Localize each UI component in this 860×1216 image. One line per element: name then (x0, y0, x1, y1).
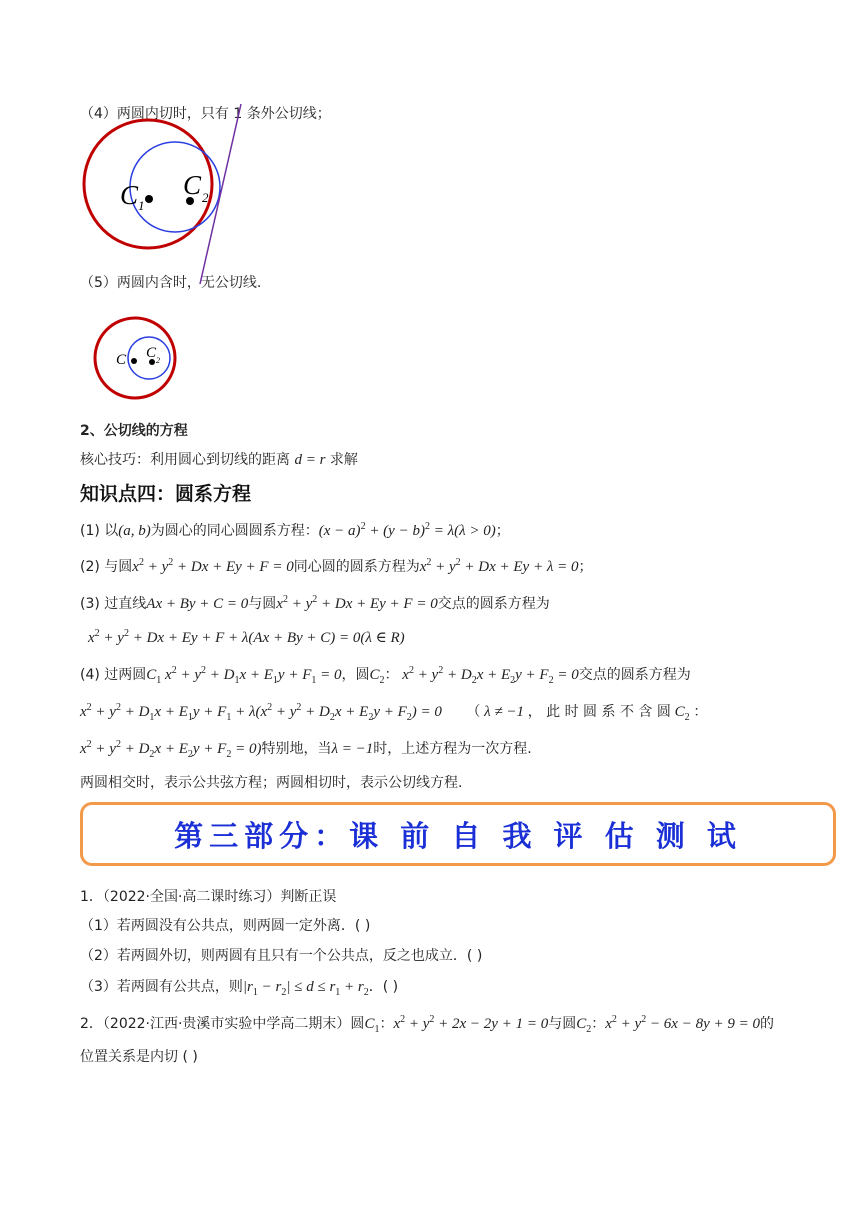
q1-statement-1: （1）若两圆没有公共点，则两圆一定外离．( ) (80, 918, 371, 934)
kp4-item3-equation: $x^2 + y^2 + Dx + Ey + F + \lambda(Ax + By + C) = 0(\lambda$ ∈ R) (88, 628, 405, 646)
q1-stem: 1．（2022·全国·高二课时练习）判断正误 (80, 889, 337, 905)
kp4-item4-line2: $x^2 + y^2 + D_1x + E_1y + F_1 + \lambda(x^2 + y^2 + D_2x + E_2y + F_2) = 0$ （ λ ≠ −1 ， 此 时 圆 系 不 含 圆 $C_2$ ： (80, 702, 708, 723)
figure-internal-tangent (76, 98, 256, 298)
c2-label: C (183, 170, 202, 200)
kp4-summary: 两圆相交时，表示公共弦方程；两圆相切时，表示公切线方程. (80, 775, 463, 791)
q1-statement-2: （2）若两圆外切，则两圆有且只有一个公共点，反之也成立．( ) (80, 948, 483, 964)
kp4-item1: (1) 以(a, b)为圆心的同心圆圆系方程：$(x - a)^2 + (y - b)^2 = \lambda(\lambda > 0)$； (80, 521, 510, 539)
kp4-item4: (4) 过两圆$C_1$ $x^2 + y^2 + D_1x + E_1y + F_1 = 0$，圆$C_2$： $x^2 + y^2 + D_2x + E_2y + F_2 = 0$交点的圆系方程为 (80, 665, 691, 686)
small-circle (130, 142, 220, 232)
c1-subscript: 1 (138, 198, 145, 213)
c1-label: C (120, 180, 139, 210)
banner-title: 第三部分：课 前 自 我 评 估 测 试 (174, 818, 742, 853)
kp4-item4-line3: $x^2 + y^2 + D_2x + E_2y + F_2 = 0$)特别地，当λ = −1时，上述方程为一次方程. (80, 739, 532, 760)
q2-line2: 位置关系是内切 ( ) (80, 1049, 198, 1065)
q1-statement-3: （3）若两圆有公共点，则$|r_1 - r_2| \le d \le r_1 + r_2$．( ) (80, 979, 399, 998)
center-c1-dot (131, 358, 137, 364)
c1-label: C (116, 352, 127, 368)
q2-line1: 2．（2022·江西·贵溪市实验中学高二期末）圆$C_1$：$x^2 + y^2 + 2x - 2y + 1 = 0$与圆$C_2$：$x^2 + y^2 - 6x - 8y + 9 = 0$的 (80, 1014, 774, 1035)
case5-label: （5）两圆内含时，无公切线. (80, 275, 262, 291)
figure-contained-circles (90, 314, 182, 404)
c2-subscript: 2 (202, 190, 209, 205)
outer-circle (95, 318, 175, 398)
c2-label: C (146, 345, 157, 361)
kp4-item3: (3) 过直线Ax + By + C = 0与圆$x^2 + y^2 + Dx + Ey + F = 0$交点的圆系方程为 (80, 594, 550, 612)
center-c1-dot (145, 195, 153, 203)
case4-label: （4）两圆内切时，只有 1 条外公切线； (80, 106, 331, 122)
c2-subscript: 2 (156, 356, 160, 365)
kp4-title: 知识点四：圆系方程 (80, 483, 252, 505)
section2-tip: 核心技巧：利用圆心到切线的距离 d = r 求解 (80, 452, 358, 468)
kp4-item2: (2) 与圆$x^2 + y^2 + Dx + Ey + F = 0$同心圆的圆系方程为$x^2 + y^2 + Dx + Ey + \lambda = 0$； (80, 557, 593, 575)
part-three-banner (80, 802, 836, 866)
section2-title: 2、公切线的方程 (80, 423, 188, 439)
